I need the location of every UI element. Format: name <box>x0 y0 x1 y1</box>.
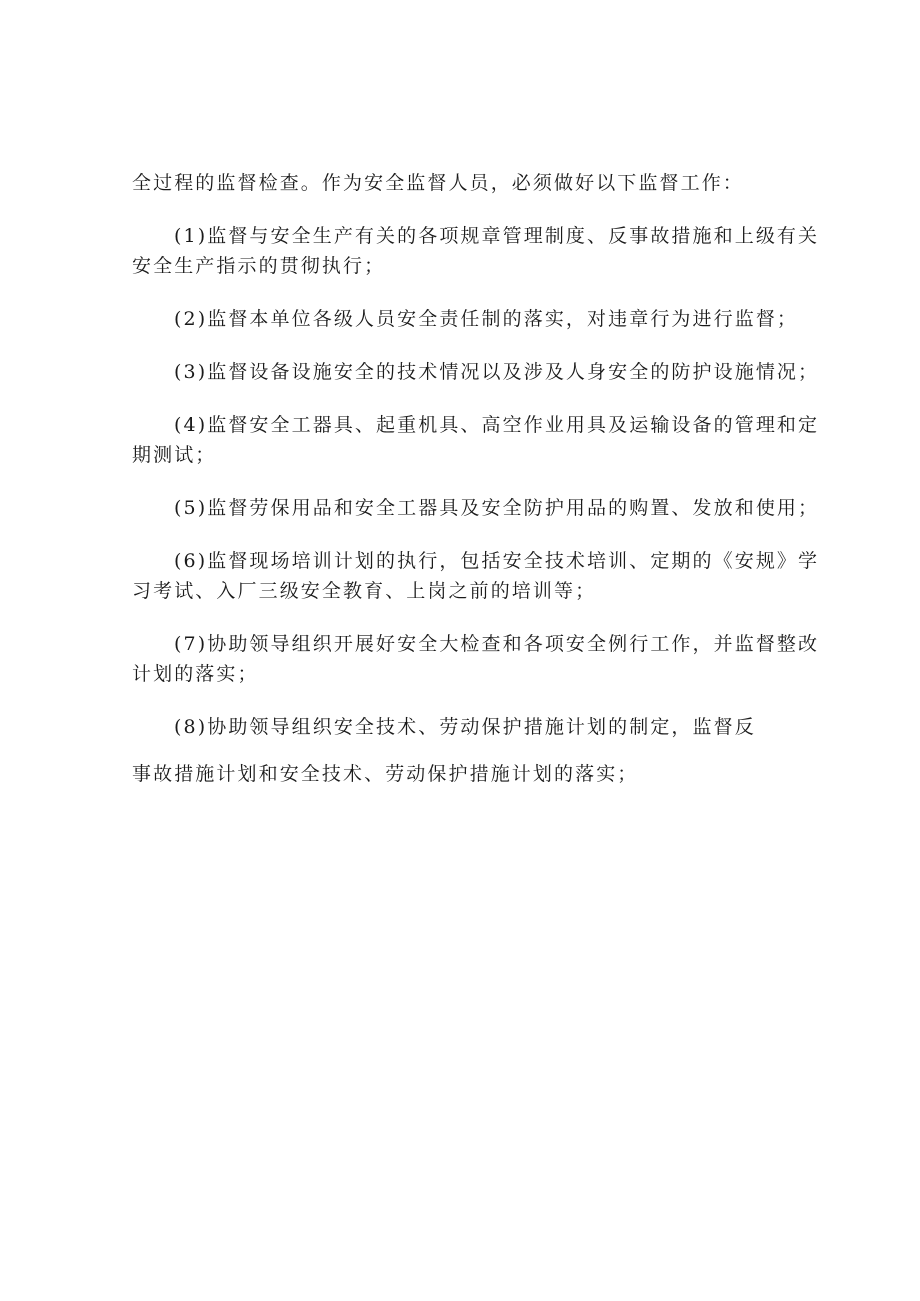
item-2 <box>132 304 799 334</box>
item-3-line-1: (3)监督设备设施安全的技术情况以及涉及人身安全的防护设施情况； <box>174 361 820 383</box>
intro-line: 全过程的监督检查。作为安全监督人员，必须做好以下监督工作： <box>132 172 744 194</box>
item-1-line-2: 安全生产指示的贯彻执行； <box>132 255 386 277</box>
document-body <box>132 168 820 812</box>
item-1-line-1: (1)监督与安全生产有关的各项规章管理制度、反事故措施和上级有关 <box>174 225 820 247</box>
intro-paragraph <box>132 168 794 198</box>
item-4 <box>132 410 820 470</box>
item-8-line-1: (8)协助领导组织安全技术、劳动保护措施计划的制定，监督反 <box>174 716 756 738</box>
item-7-line-2: 计划的落实； <box>132 663 259 685</box>
item-5-line-1: (5)监督劳保用品和安全工器具及安全防护用品的购置、发放和使用； <box>174 497 820 519</box>
item-7-line-1: (7)协助领导组织开展好安全大检查和各项安全例行工作，并监督整改 <box>174 633 820 655</box>
item-7 <box>132 629 820 689</box>
item-5 <box>132 493 820 523</box>
item-2-line-1: (2)监督本单位各级人员安全责任制的落实，对违章行为进行监督； <box>174 308 799 330</box>
item-8 <box>132 712 794 789</box>
item-3 <box>132 357 820 387</box>
item-1 <box>132 221 820 281</box>
item-4-line-2: 期测试； <box>132 444 217 466</box>
item-8-line-2: 事故措施计划和安全技术、劳动保护措施计划的落实； <box>132 763 639 785</box>
item-6 <box>132 546 820 606</box>
item-4-line-1: (4)监督安全工器具、起重机具、高空作业用具及运输设备的管理和定 <box>174 414 820 436</box>
item-6-line-1: (6)监督现场培训计划的执行，包括安全技术培训、定期的《安规》学 <box>174 550 820 572</box>
item-6-line-2: 习考试、入厂三级安全教育、上岗之前的培训等； <box>132 580 597 602</box>
